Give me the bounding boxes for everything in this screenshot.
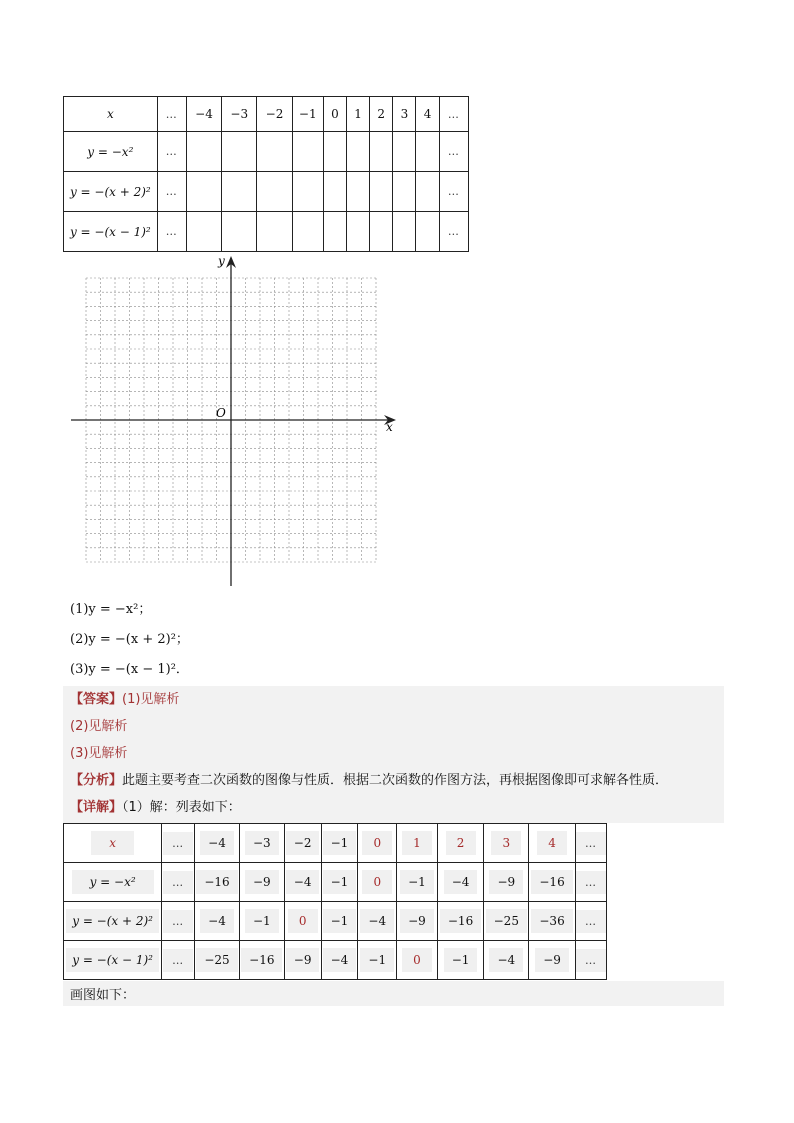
table-cell xyxy=(222,172,257,212)
y-axis-label: y xyxy=(218,254,225,268)
x-cell: 3 xyxy=(393,97,416,132)
question-3: (3)y = −(x − 1)²． xyxy=(70,662,189,677)
table-cell: −9 xyxy=(397,902,438,941)
table-cell: −25 xyxy=(195,941,240,980)
table-cell: −4 xyxy=(195,902,240,941)
x-cell: 0 xyxy=(358,824,397,863)
footer-panel xyxy=(63,981,724,1006)
answer-line-3: (3)见解析 xyxy=(70,746,128,761)
table-cell xyxy=(347,132,370,172)
ellipsis-cell: … xyxy=(157,97,186,132)
table-cell: … xyxy=(162,902,195,941)
table-header-row xyxy=(64,97,469,132)
x-cell: 1 xyxy=(397,824,438,863)
x-cell: −3 xyxy=(222,97,257,132)
row-label: y = −(x + 2)² xyxy=(64,172,158,212)
table-cell: −9 xyxy=(239,863,284,902)
table-header-row xyxy=(64,824,607,863)
table-cell xyxy=(416,132,439,172)
table-row xyxy=(64,132,469,172)
table-cell xyxy=(323,132,346,172)
x-cell: 0 xyxy=(323,97,346,132)
table-cell xyxy=(186,212,221,252)
table-cell xyxy=(292,132,323,172)
table-cell: −4 xyxy=(284,863,321,902)
table-cell xyxy=(323,172,346,212)
table-cell xyxy=(186,172,221,212)
table-cell: … xyxy=(439,172,468,212)
ellipsis-cell: … xyxy=(162,824,195,863)
x-header-cell: x xyxy=(64,824,162,863)
x-cell: −3 xyxy=(239,824,284,863)
table-cell: … xyxy=(162,863,195,902)
table-cell: … xyxy=(575,941,606,980)
table-cell: −36 xyxy=(529,902,576,941)
table-cell: … xyxy=(575,902,606,941)
row-label: y = −(x − 1)² xyxy=(64,941,162,980)
x-cell: 3 xyxy=(484,824,529,863)
table-cell: −16 xyxy=(529,863,576,902)
table-cell xyxy=(370,172,393,212)
footer-text: 画图如下： xyxy=(70,988,136,1003)
blank-value-table xyxy=(63,96,469,252)
table-cell: −4 xyxy=(484,941,529,980)
table-cell: … xyxy=(157,132,186,172)
table-cell xyxy=(186,132,221,172)
table-cell: … xyxy=(157,212,186,252)
x-cell: −1 xyxy=(292,97,323,132)
table-cell xyxy=(222,212,257,252)
detail-line xyxy=(70,796,241,815)
detail-text: （1）解：列表如下： xyxy=(122,800,241,815)
table-cell xyxy=(370,132,393,172)
x-cell: 1 xyxy=(347,97,370,132)
table-cell: 0 xyxy=(358,863,397,902)
table-cell: … xyxy=(162,941,195,980)
row-label: y = −x² xyxy=(64,132,158,172)
table-cell xyxy=(416,212,439,252)
table-cell xyxy=(292,172,323,212)
ellipsis-cell: … xyxy=(439,97,468,132)
table-cell xyxy=(257,212,292,252)
table-cell: −1 xyxy=(239,902,284,941)
table-cell xyxy=(393,172,416,212)
row-label: y = −(x + 2)² xyxy=(64,902,162,941)
detail-tag: 【详解】 xyxy=(70,800,123,815)
table-cell: −25 xyxy=(484,902,529,941)
table-row xyxy=(64,941,607,980)
table-cell xyxy=(347,212,370,252)
row-label: y = −x² xyxy=(64,863,162,902)
table-cell: … xyxy=(575,863,606,902)
analysis-line xyxy=(70,769,668,788)
table-cell xyxy=(323,212,346,252)
table-cell xyxy=(222,132,257,172)
table-cell: −4 xyxy=(321,941,358,980)
table-cell: −1 xyxy=(321,863,358,902)
table-row xyxy=(64,212,469,252)
table-cell: −1 xyxy=(437,941,484,980)
ellipsis-cell: … xyxy=(575,824,606,863)
answer-line-2: (2)见解析 xyxy=(70,719,128,734)
x-header-cell: x xyxy=(64,97,158,132)
question-1: (1)y = −x²； xyxy=(70,602,152,617)
question-2: (2)y = −(x + 2)²； xyxy=(70,632,189,647)
table-cell xyxy=(393,132,416,172)
table-row xyxy=(64,902,607,941)
table-cell: … xyxy=(157,172,186,212)
origin-label: O xyxy=(216,406,226,420)
table-cell: −9 xyxy=(284,941,321,980)
x-cell: −2 xyxy=(257,97,292,132)
coordinate-grid xyxy=(66,250,406,590)
table-cell xyxy=(370,212,393,252)
table-cell: … xyxy=(439,132,468,172)
x-cell: 4 xyxy=(529,824,576,863)
table-cell: −9 xyxy=(484,863,529,902)
row-label: y = −(x − 1)² xyxy=(64,212,158,252)
table-cell: −4 xyxy=(358,902,397,941)
value-table xyxy=(63,823,607,980)
x-cell: −4 xyxy=(195,824,240,863)
x-cell: −4 xyxy=(186,97,221,132)
x-cell: 2 xyxy=(370,97,393,132)
table-cell xyxy=(347,172,370,212)
table-cell xyxy=(257,172,292,212)
table-row xyxy=(64,863,607,902)
table-cell: … xyxy=(439,212,468,252)
x-axis-label: x xyxy=(386,420,393,434)
answer-tag: 【答案】 xyxy=(70,692,123,707)
x-cell: −1 xyxy=(321,824,358,863)
x-cell: 2 xyxy=(437,824,484,863)
table-cell xyxy=(416,172,439,212)
table-cell: −1 xyxy=(397,863,438,902)
x-cell: −2 xyxy=(284,824,321,863)
table-cell: −9 xyxy=(529,941,576,980)
table-cell: 0 xyxy=(284,902,321,941)
table-cell xyxy=(257,132,292,172)
table-cell: 0 xyxy=(397,941,438,980)
table-cell: −16 xyxy=(437,902,484,941)
table-row xyxy=(64,172,469,212)
analysis-tag: 【分析】 xyxy=(70,773,123,788)
table-cell: −16 xyxy=(239,941,284,980)
table-cell: −4 xyxy=(437,863,484,902)
x-cell: 4 xyxy=(416,97,439,132)
table-cell: −1 xyxy=(358,941,397,980)
analysis-text: 此题主要考查二次函数的图像与性质．根据二次函数的作图方法，再根据图像即可求解各性质． xyxy=(122,773,669,788)
table-cell: −16 xyxy=(195,863,240,902)
table-cell xyxy=(393,212,416,252)
table-cell xyxy=(292,212,323,252)
table-cell: −1 xyxy=(321,902,358,941)
answer-line-1 xyxy=(70,688,179,707)
answer-item: (1)见解析 xyxy=(122,692,180,707)
